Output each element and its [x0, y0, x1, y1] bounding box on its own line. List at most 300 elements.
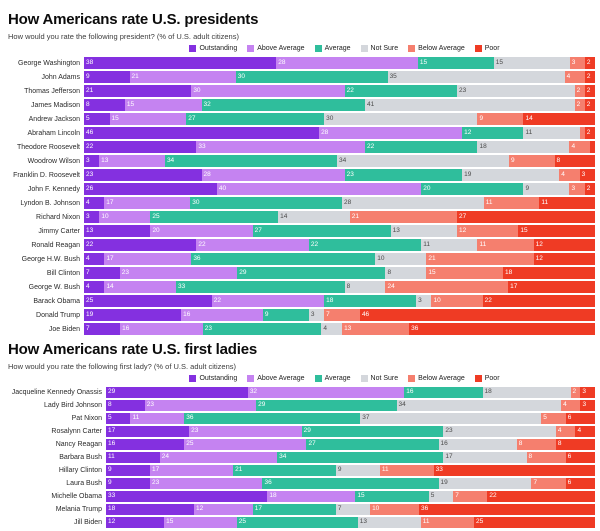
segment-value-label: 12	[535, 254, 543, 262]
row-name: Lady Bird Johnson	[44, 402, 102, 409]
bar-segment-average	[256, 400, 396, 411]
segment-value-label: 22	[346, 86, 354, 94]
segment-value-label: 7	[86, 324, 90, 332]
bar-segment-not_sure	[429, 491, 453, 502]
bar-segment-outstanding	[84, 295, 212, 307]
segment-value-label: 29	[239, 268, 247, 276]
bar-segment-outstanding	[84, 141, 196, 153]
bar-row	[8, 196, 595, 210]
stacked-bar	[106, 504, 595, 515]
bar-segment-below_average	[575, 85, 585, 97]
segment-value-label: 22	[310, 240, 319, 248]
row-name: George W. Bush	[28, 283, 80, 291]
presidents-legend	[94, 45, 595, 52]
bar-segment-average	[418, 57, 494, 69]
segment-value-label: 13	[101, 156, 109, 164]
segment-value-label: 11	[132, 414, 140, 422]
segment-value-label: 5	[86, 114, 90, 122]
bar-row	[8, 399, 595, 412]
segment-value-label: 21	[131, 72, 139, 80]
bar-segment-outstanding	[106, 465, 150, 476]
bar-segment-outstanding	[84, 239, 196, 251]
bar-segment-outstanding	[106, 426, 189, 437]
row-name: Rosalynn Carter	[51, 428, 102, 435]
segment-value-label: 16	[122, 324, 130, 332]
bar-segment-not_sure	[416, 295, 431, 307]
segment-value-label: 8	[557, 440, 562, 448]
segment-value-label: 26	[86, 184, 94, 192]
bar-segment-not_sure	[523, 183, 569, 195]
segment-value-label: 14	[525, 114, 533, 122]
legend-swatch-average	[315, 45, 322, 52]
segment-value-label: 34	[338, 156, 347, 164]
segment-value-label: 5	[543, 414, 547, 422]
segment-value-label: 17	[106, 198, 114, 206]
legend-item-average	[315, 45, 351, 52]
segment-value-label: 23	[346, 170, 354, 178]
segment-value-label: 27	[308, 440, 316, 448]
bar-segment-poor	[556, 439, 595, 450]
legend-label: Poor	[484, 375, 500, 382]
segment-value-label: 3	[581, 170, 586, 178]
legend-item-not_sure	[361, 45, 399, 52]
bar-row	[8, 154, 595, 168]
segment-value-label: 25	[186, 440, 194, 448]
bar-segment-not_sure	[457, 85, 575, 97]
presidents-chart-subtitle: How would you rate the following president? (% of U.S. adult citizens)	[8, 32, 239, 41]
segment-value-label: 2	[572, 388, 577, 396]
bar-segment-poor	[534, 239, 595, 251]
segment-value-label: 13	[86, 226, 94, 234]
segment-value-label: 6	[567, 479, 572, 487]
first-ladies-chart-section	[8, 341, 595, 529]
segment-value-label: 36	[193, 254, 201, 262]
segment-value-label: 16	[440, 440, 448, 448]
segment-value-label: 34	[279, 453, 287, 461]
bar-segment-below_average	[385, 281, 508, 293]
segment-value-label: 33	[108, 492, 116, 500]
segment-value-label: 13	[359, 518, 367, 526]
segment-value-label: 3	[310, 310, 315, 318]
bar-row	[8, 224, 595, 238]
segment-value-label: 4	[86, 254, 90, 262]
segment-value-label: 12	[108, 518, 116, 526]
bar-row	[8, 252, 595, 266]
bar-row	[8, 168, 595, 182]
segment-value-label: 2	[576, 100, 581, 108]
bar-segment-poor	[518, 225, 595, 237]
bar-segment-average	[324, 295, 416, 307]
segment-value-label: 8	[108, 401, 112, 409]
stacked-bar	[84, 183, 595, 195]
bar-row	[8, 503, 595, 516]
segment-value-label: 8	[556, 156, 561, 164]
segment-value-label: 30	[326, 114, 334, 122]
bar-segment-below_average	[426, 253, 533, 265]
row-name: James Madison	[30, 101, 80, 109]
row-name: Michelle Obama	[51, 493, 102, 500]
first-ladies-chart-subtitle: How would you rate the following first lady? (% of U.S. adult citizens)	[8, 362, 237, 371]
segment-value-label: 18	[484, 388, 492, 396]
segment-value-label: 15	[357, 492, 365, 500]
stacked-bar	[84, 57, 595, 69]
segment-value-label: 19	[464, 170, 472, 178]
bar-segment-below_average	[569, 183, 584, 195]
bar-segment-below_average	[569, 141, 589, 153]
bar-row	[8, 112, 595, 126]
bar-segment-below_average	[531, 478, 565, 489]
bar-segment-below_average	[350, 211, 457, 223]
segment-value-label: 27	[459, 212, 467, 220]
bar-row	[8, 294, 595, 308]
bar-row	[8, 182, 595, 196]
bar-segment-outstanding	[84, 71, 130, 83]
presidents-rows	[8, 56, 595, 336]
segment-value-label: 9	[525, 184, 530, 192]
bar-segment-average	[355, 491, 428, 502]
segment-value-label: 11	[422, 518, 430, 526]
bar-segment-average	[203, 323, 322, 335]
legend-label: Not Sure	[370, 45, 399, 52]
segment-value-label: 7	[337, 505, 342, 513]
bar-row	[8, 280, 595, 294]
bar-segment-above_average	[120, 323, 203, 335]
segment-value-label: 10	[101, 212, 109, 220]
bar-segment-poor	[523, 113, 595, 125]
bar-segment-outstanding	[106, 491, 267, 502]
first-ladies-rows	[8, 386, 595, 529]
bar-segment-above_average	[319, 127, 462, 139]
bar-segment-above_average	[181, 309, 263, 321]
segment-value-label: 17	[510, 282, 518, 290]
segment-value-label: 3	[86, 156, 90, 164]
segment-value-label: 25	[238, 518, 246, 526]
segment-value-label: 4	[86, 282, 90, 290]
bar-segment-average	[365, 141, 477, 153]
bar-segment-poor	[566, 413, 595, 424]
stacked-bar	[84, 71, 595, 83]
bar-segment-below_average	[426, 267, 503, 279]
bar-row	[8, 266, 595, 280]
bar-segment-poor	[566, 478, 595, 489]
bar-segment-average	[263, 309, 309, 321]
bar-segment-above_average	[110, 113, 187, 125]
row-name: Woodrow Wilson	[27, 157, 80, 165]
segment-value-label: 18	[326, 296, 334, 304]
segment-value-label: 36	[186, 414, 194, 422]
bar-segment-average	[253, 504, 336, 515]
bar-segment-above_average	[120, 267, 238, 279]
segment-value-label: 18	[269, 492, 277, 500]
segment-value-label: 15	[126, 100, 135, 108]
segment-value-label: 2	[586, 184, 591, 192]
segment-value-label: 28	[321, 128, 329, 136]
bar-segment-poor	[483, 295, 595, 307]
row-name: Franklin D. Roosevelt	[13, 171, 80, 179]
segment-value-label: 23	[459, 86, 467, 94]
segment-value-label: 4	[561, 170, 565, 178]
segment-value-label: 22	[86, 142, 94, 150]
bar-segment-above_average	[130, 71, 236, 83]
bar-segment-above_average	[145, 400, 256, 411]
bar-segment-not_sure	[360, 413, 541, 424]
segment-value-label: 15	[428, 268, 436, 276]
row-name: George Washington	[18, 59, 80, 67]
row-name: Hillary Clinton	[58, 467, 102, 474]
bar-segment-not_sure	[439, 439, 517, 450]
legend-item-below_average	[408, 375, 465, 382]
legend-item-outstanding	[189, 45, 237, 52]
bar-segment-average	[462, 127, 523, 139]
segment-value-label: 11	[108, 453, 115, 461]
segment-value-label: 14	[106, 282, 114, 290]
segment-value-label: 28	[203, 170, 211, 178]
row-name: Thomas Jefferson	[24, 87, 80, 95]
segment-value-label: 33	[435, 466, 443, 474]
segment-value-label: 10	[377, 254, 385, 262]
row-name: Laura Bush	[66, 480, 102, 487]
legend-swatch-outstanding	[189, 375, 196, 382]
bar-row	[8, 322, 595, 336]
bar-row	[8, 84, 595, 98]
bar-segment-poor	[580, 387, 595, 398]
segment-value-label: 29	[108, 388, 116, 396]
bar-segment-not_sure	[462, 169, 559, 181]
bar-segment-outstanding	[106, 452, 160, 463]
bar-segment-poor	[580, 400, 595, 411]
bar-segment-poor	[474, 517, 595, 528]
bar-segment-above_average	[130, 413, 184, 424]
segment-value-label: 20	[423, 184, 431, 192]
segment-value-label: 10	[433, 296, 441, 304]
segment-value-label: 30	[237, 72, 246, 80]
bar-segment-average	[309, 239, 421, 251]
segment-value-label: 22	[489, 492, 497, 500]
bar-segment-poor	[487, 491, 595, 502]
row-name: George H.W. Bush	[21, 255, 80, 263]
bar-row	[8, 438, 595, 451]
bar-segment-above_average	[99, 211, 150, 223]
segment-value-label: 23	[152, 479, 160, 487]
segment-value-label: 25	[86, 296, 94, 304]
segment-value-label: 2	[586, 128, 591, 136]
bar-segment-above_average	[202, 169, 345, 181]
bar-segment-outstanding	[106, 478, 150, 489]
bar-segment-not_sure	[321, 323, 342, 335]
legend-label: Average	[324, 45, 351, 52]
stacked-bar	[106, 491, 595, 502]
segment-value-label: 8	[528, 453, 533, 461]
bar-segment-above_average	[217, 183, 421, 195]
bar-segment-below_average	[477, 113, 523, 125]
stacked-bar	[84, 323, 595, 335]
segment-value-label: 18	[505, 268, 513, 276]
bar-segment-above_average	[99, 155, 165, 167]
bar-segment-outstanding	[84, 253, 104, 265]
row-name: Richard Nixon	[36, 213, 80, 221]
legend-swatch-outstanding	[189, 45, 196, 52]
stacked-bar	[84, 239, 595, 251]
bar-segment-poor	[575, 426, 595, 437]
segment-value-label: 4	[571, 142, 576, 150]
segment-value-label: 20	[152, 226, 160, 234]
row-name: Andrew Jackson	[28, 115, 80, 123]
legend-label: Poor	[484, 45, 500, 52]
bar-row	[8, 516, 595, 529]
segment-value-label: 7	[326, 310, 330, 318]
legend-item-above_average	[247, 45, 304, 52]
segment-value-label: 25	[152, 212, 160, 220]
stacked-bar	[84, 141, 595, 153]
bar-segment-not_sure	[443, 452, 526, 463]
bar-segment-average	[404, 387, 482, 398]
bar-segment-below_average	[324, 309, 360, 321]
segment-value-label: 7	[455, 492, 459, 500]
bar-segment-not_sure	[439, 478, 532, 489]
bar-row	[8, 386, 595, 399]
bar-segment-average	[165, 155, 337, 167]
segment-value-label: 23	[146, 401, 154, 409]
segment-value-label: 3	[582, 388, 586, 396]
bar-segment-outstanding	[84, 85, 191, 97]
bar-segment-not_sure	[358, 517, 421, 528]
row-name: Theodore Roosevelt	[16, 143, 80, 151]
bar-segment-average	[345, 169, 463, 181]
segment-value-label: 29	[258, 401, 266, 409]
bar-segment-below_average	[556, 426, 576, 437]
segment-value-label: 4	[323, 324, 328, 332]
bar-segment-above_average	[184, 439, 306, 450]
legend-item-poor	[475, 375, 500, 382]
segment-value-label: 18	[479, 142, 487, 150]
row-name: Barack Obama	[33, 297, 80, 305]
segment-value-label: 14	[280, 212, 288, 220]
bar-segment-not_sure	[523, 127, 579, 139]
bar-segment-not_sure	[342, 197, 484, 209]
segment-value-label: 10	[372, 505, 380, 513]
bar-segment-above_average	[164, 517, 237, 528]
bar-segment-above_average	[150, 225, 252, 237]
segment-value-label: 7	[86, 268, 90, 276]
legend-label: Below Average	[418, 45, 465, 52]
legend-item-below_average	[408, 45, 465, 52]
legend-item-outstanding	[189, 375, 237, 382]
bar-segment-not_sure	[385, 267, 426, 279]
bar-segment-below_average	[571, 387, 581, 398]
segment-value-label: 46	[86, 128, 94, 136]
stacked-bar	[84, 197, 595, 209]
bar-segment-outstanding	[84, 211, 99, 223]
segment-value-label: 29	[303, 427, 311, 435]
bar-segment-outstanding	[84, 281, 104, 293]
segment-value-label: 12	[196, 505, 204, 513]
legend-item-above_average	[247, 375, 304, 382]
bar-segment-below_average	[370, 504, 419, 515]
row-name: Donald Trump	[36, 311, 80, 319]
bar-row	[8, 238, 595, 252]
segment-value-label: 22	[86, 240, 94, 248]
segment-value-label: 28	[278, 58, 286, 66]
segment-value-label: 3	[418, 296, 422, 304]
segment-value-label: 3	[86, 212, 90, 220]
segment-value-label: 18	[108, 505, 116, 513]
segment-value-label: 2	[586, 100, 591, 108]
segment-value-label: 11	[423, 240, 431, 248]
segment-value-label: 36	[420, 505, 429, 513]
segment-value-label: 25	[475, 518, 484, 526]
stacked-bar	[106, 426, 595, 437]
legend-label: Not Sure	[370, 375, 399, 382]
bar-segment-above_average	[104, 197, 190, 209]
bar-segment-above_average	[104, 281, 176, 293]
bar-row	[8, 490, 595, 503]
legend-swatch-poor	[475, 45, 482, 52]
segment-value-label: 32	[249, 388, 258, 396]
bar-segment-outstanding	[84, 113, 110, 125]
row-name: Jacqueline Kennedy Onassis	[11, 389, 102, 396]
stacked-bar	[84, 295, 595, 307]
segment-value-label: 7	[533, 479, 538, 487]
segment-value-label: 17	[254, 505, 262, 513]
segment-value-label: 3	[571, 184, 576, 192]
segment-value-label: 21	[86, 86, 94, 94]
segment-value-label: 19	[86, 310, 94, 318]
legend-label: Outstanding	[199, 45, 238, 52]
bar-segment-outstanding	[84, 323, 120, 335]
stacked-bar	[84, 113, 595, 125]
segment-value-label: 22	[367, 142, 375, 150]
bar-segment-poor	[419, 504, 595, 515]
bar-row	[8, 412, 595, 425]
segment-value-label: 12	[459, 226, 467, 234]
stacked-bar	[84, 85, 595, 97]
stacked-bar	[84, 281, 595, 293]
segment-value-label: 15	[166, 518, 174, 526]
legend-item-not_sure	[361, 375, 399, 382]
legend-swatch-below_average	[408, 45, 415, 52]
segment-value-label: 36	[411, 324, 419, 332]
segment-value-label: 22	[198, 240, 206, 248]
bar-segment-not_sure	[388, 71, 565, 83]
bar-row	[8, 451, 595, 464]
legend-swatch-poor	[475, 375, 482, 382]
bar-segment-below_average	[421, 517, 474, 528]
bar-segment-average	[233, 465, 336, 476]
bar-segment-below_average	[565, 71, 585, 83]
bar-segment-outstanding	[84, 225, 150, 237]
stacked-bar	[84, 309, 595, 321]
bar-segment-below_average	[477, 239, 533, 251]
bar-row	[8, 477, 595, 490]
segment-value-label: 5	[430, 492, 435, 500]
legend-label: Average	[324, 375, 351, 382]
presidents-chart-section	[8, 11, 595, 336]
bar-segment-outstanding	[84, 183, 217, 195]
bar-segment-poor	[585, 183, 595, 195]
segment-value-label: 4	[86, 198, 90, 206]
bar-segment-above_average	[191, 85, 344, 97]
bar-row	[8, 308, 595, 322]
stacked-bar	[84, 169, 595, 181]
segment-value-label: 21	[428, 254, 436, 262]
segment-value-label: 15	[495, 58, 504, 66]
bar-segment-not_sure	[421, 239, 477, 251]
bar-segment-below_average	[561, 400, 580, 411]
segment-value-label: 11	[479, 240, 487, 248]
bar-row	[8, 140, 595, 154]
stacked-bar	[84, 253, 595, 265]
presidents-chart-title: How Americans rate U.S. presidents	[8, 11, 259, 28]
